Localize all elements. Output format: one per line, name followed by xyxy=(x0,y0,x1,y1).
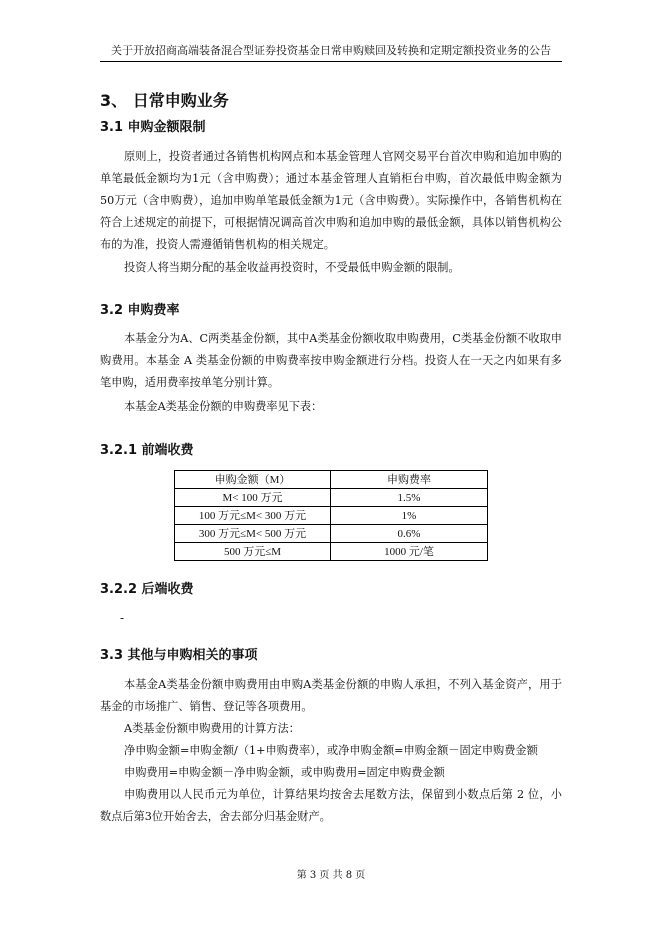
table-cell: 0.6% xyxy=(331,525,488,543)
paragraph-3-3-c: 申购费用以人民币元为单位，计算结果均按舍去尾数方法，保留到小数点后第 2 位，小数点后第3位开始舍去，舍去部分归基金财产。 xyxy=(100,788,562,823)
paragraph-3-1-a: 原则上，投资者通过各销售机构网点和本基金管理人官网交易平台首次申购和追加申购的单笔最低金额均为1元（含申购费）；通过本基金管理人直销柜台申购，首次最低申购金额为50万元（含申购费），追加申购单笔最低金额为1元（含申购费）。实际操作中，各销售机构在符合上述规定的前提下，可根据情况调高首次申购和追加申购的最低金额，具体以销售机构公布的为准，投资人需遵循销售机构的相关规定。 xyxy=(100,150,562,251)
formula-net-amount: 净申购金额=申购金额/（1+申购费率），或净申购金额=申购金额－固定申购费金额 xyxy=(124,744,538,757)
table-cell: 1.5% xyxy=(331,489,488,507)
table-cell: M< 100 万元 xyxy=(175,489,331,507)
formula-fee: 申购费用=申购金额－净申购金额，或申购费用=固定申购费金额 xyxy=(124,766,445,779)
section-3-2-2-heading: 3.2.2 后端收费 xyxy=(100,582,194,597)
page-header: 关于开放招商高端装备混合型证券投资基金日常申购赎回及转换和定期定额投资业务的公告 xyxy=(111,44,551,57)
table-cell: 1000 元/笔 xyxy=(331,543,488,561)
section-3-heading: 3、 日常申购业务 xyxy=(100,91,229,110)
page-footer: 第 3 页 共 8 页 xyxy=(296,870,366,881)
table-cell: 500 万元≤M xyxy=(175,543,331,561)
paragraph-3-1-b: 投资人将当期分配的基金收益再投资时，不受最低申购金额的限制。 xyxy=(124,261,460,274)
table-row xyxy=(175,489,488,507)
table-row xyxy=(175,543,488,561)
table-row xyxy=(175,507,488,525)
paragraph-3-2-a: 本基金分为A、C两类基金份额，其中A类基金份额收取申购费用，C类基金份额不收取申购费用。本基金 A 类基金份额的申购费率按申购金额进行分档。投资人在一天之内如果有多笔申购，适用费率按单笔分别计算。 xyxy=(100,332,562,389)
table-row xyxy=(175,525,488,543)
table-header-cell: 申购金额（M） xyxy=(175,471,331,489)
paragraph-3-3-a: 本基金A类基金份额申购费用由申购A类基金份额的申购人承担，不列入基金资产，用于基金的市场推广、销售、登记等各项费用。 xyxy=(100,678,562,713)
paragraph-3-2-b: 本基金A类基金份额的申购费率见下表： xyxy=(124,400,323,413)
table-cell: 100 万元≤M< 300 万元 xyxy=(175,507,331,525)
table-header-cell: 申购费率 xyxy=(331,471,488,489)
section-3-2-1-heading: 3.2.1 前端收费 xyxy=(100,443,194,458)
table-header-row xyxy=(175,471,488,489)
section-3-3-heading: 3.3 其他与申购相关的事项 xyxy=(100,648,258,663)
header-divider xyxy=(100,61,562,62)
table-cell: 1% xyxy=(331,507,488,525)
paragraph-3-3-b: A类基金份额申购费用的计算方法： xyxy=(124,722,300,735)
back-end-fee-content: - xyxy=(120,611,125,625)
fee-table xyxy=(174,470,488,561)
table-cell: 300 万元≤M< 500 万元 xyxy=(175,525,331,543)
section-3-2-heading: 3.2 申购费率 xyxy=(100,303,180,318)
section-3-1-heading: 3.1 申购金额限制 xyxy=(100,120,206,135)
